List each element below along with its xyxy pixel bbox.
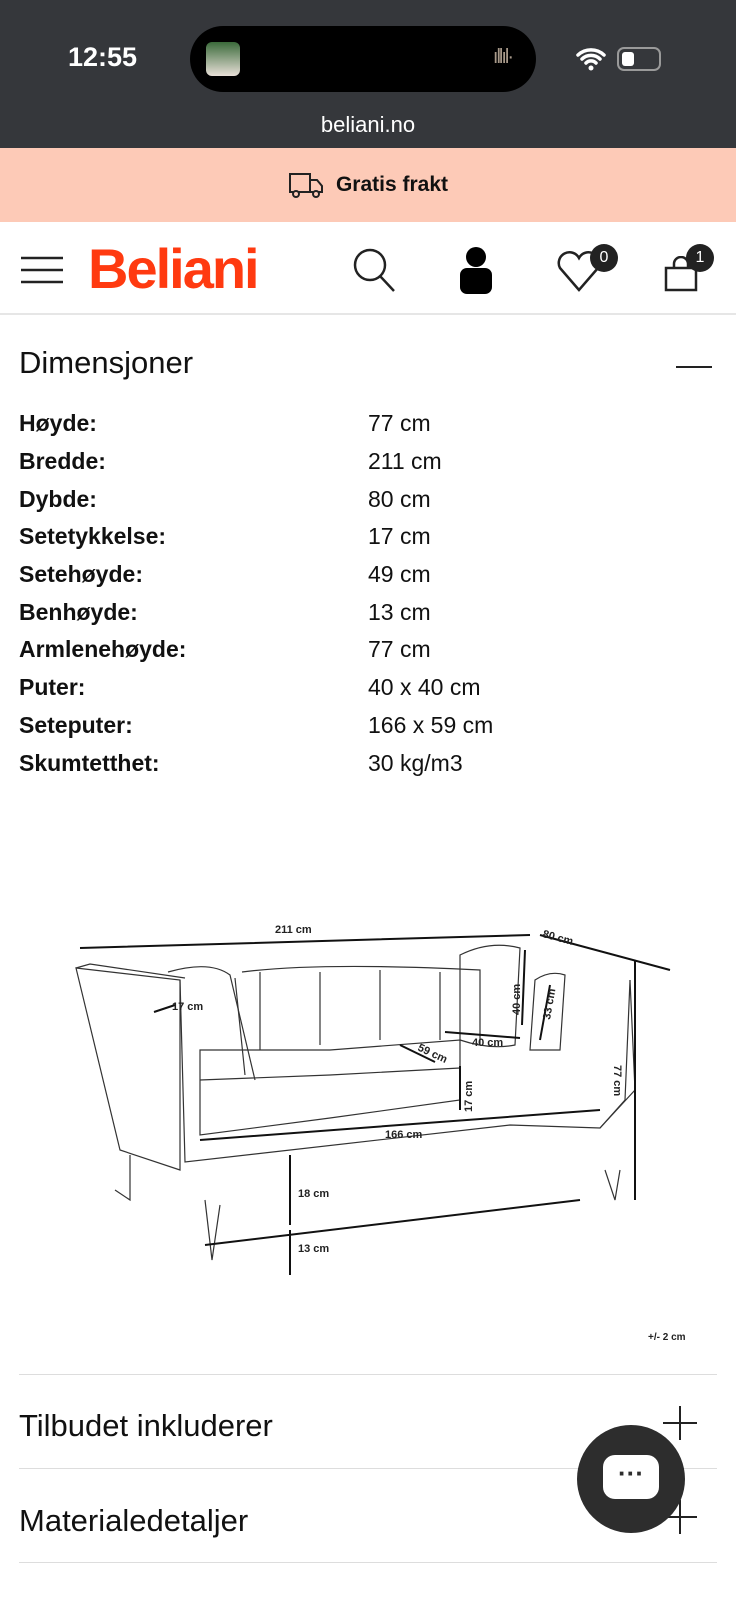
dimension-label: Bredde: <box>19 448 106 475</box>
dimension-label: Setetykkelse: <box>19 523 167 550</box>
search-icon[interactable] <box>352 247 396 293</box>
dimension-row <box>19 669 493 707</box>
dimension-row <box>19 405 493 443</box>
beliani-logo[interactable]: Beliani <box>88 237 258 300</box>
clock: 12:55 <box>68 42 138 72</box>
dimension-value: 17 cm <box>368 523 431 550</box>
dimension-row <box>19 744 493 782</box>
dimension-row <box>19 707 493 745</box>
label-pillow-width: 40 cm <box>472 1037 504 1049</box>
label-back: 33 cm <box>541 987 559 1021</box>
dimension-value: 49 cm <box>368 561 431 588</box>
sofa-dimension-diagram <box>60 900 736 1350</box>
account-icon[interactable] <box>459 246 493 294</box>
dimension-label: Dybde: <box>19 485 97 512</box>
chat-icon: ··· <box>603 1455 659 1499</box>
collapse-icon[interactable] <box>676 366 712 368</box>
label-height: 77 cm <box>611 1065 623 1097</box>
expand-icon[interactable] <box>663 1406 697 1440</box>
label-pillow-height: 40 cm <box>511 983 523 1015</box>
label-depth: 80 cm <box>541 928 575 948</box>
url-bar[interactable]: beliani.no <box>320 112 416 137</box>
label-seat-width: 166 cm <box>385 1129 423 1141</box>
dimensions-table <box>19 405 493 782</box>
free-shipping-banner <box>0 148 736 222</box>
audio-wave-icon: ıllıl· <box>492 46 512 68</box>
dimensions-heading[interactable]: Dimensjoner <box>19 345 194 380</box>
accordion-offer-includes[interactable]: Tilbudet inkluderer <box>19 1408 273 1443</box>
dimension-row <box>19 556 493 594</box>
dimension-label: Seteputer: <box>19 711 133 738</box>
status-bar <box>0 0 736 148</box>
wishlist-count-badge: 0 <box>590 244 618 272</box>
site-header <box>0 222 736 315</box>
label-leg: 13 cm <box>298 1243 330 1255</box>
dimension-value: 13 cm <box>368 598 431 625</box>
cart-count-badge: 1 <box>686 244 714 272</box>
menu-icon[interactable] <box>21 256 63 284</box>
dimension-row <box>19 593 493 631</box>
dimension-value: 166 x 59 cm <box>368 711 494 738</box>
dimension-label: Skumtetthet: <box>19 749 160 776</box>
dimension-value: 80 cm <box>368 485 431 512</box>
dimension-label: Armlenehøyde: <box>19 636 187 663</box>
label-seat-depth: 59 cm <box>415 1041 450 1066</box>
label-width: 211 cm <box>275 924 312 936</box>
dynamic-island[interactable] <box>190 26 536 92</box>
truck-icon <box>288 171 324 199</box>
media-thumbnail <box>206 42 240 76</box>
banner-text: Gratis frakt <box>335 173 449 196</box>
chat-button[interactable] <box>577 1425 685 1533</box>
accordion-material-details[interactable]: Materialedetaljer <box>19 1503 249 1538</box>
dimension-row <box>19 480 493 518</box>
dimension-value: 30 kg/m3 <box>368 749 463 776</box>
dimension-value: 211 cm <box>368 448 442 475</box>
dimension-row <box>19 443 493 481</box>
label-seat-thickness: 17 cm <box>463 1080 475 1112</box>
label-base: 18 cm <box>298 1188 330 1200</box>
dimension-label: Benhøyde: <box>19 598 138 625</box>
dimension-value: 77 cm <box>368 636 431 663</box>
label-arm: 17 cm <box>172 1001 204 1013</box>
dimension-label: Setehøyde: <box>19 561 143 588</box>
dimension-row <box>19 518 493 556</box>
divider <box>19 1374 717 1375</box>
label-tolerance: +/- 2 cm <box>648 1332 686 1343</box>
dimension-value: 40 x 40 cm <box>368 674 481 701</box>
dimension-label: Puter: <box>19 674 86 701</box>
dimension-label: Høyde: <box>19 410 97 437</box>
dimension-value: 77 cm <box>368 410 431 437</box>
wifi-icon <box>576 46 606 72</box>
dimension-row <box>19 631 493 669</box>
divider <box>19 1562 717 1563</box>
battery-icon <box>617 47 661 71</box>
